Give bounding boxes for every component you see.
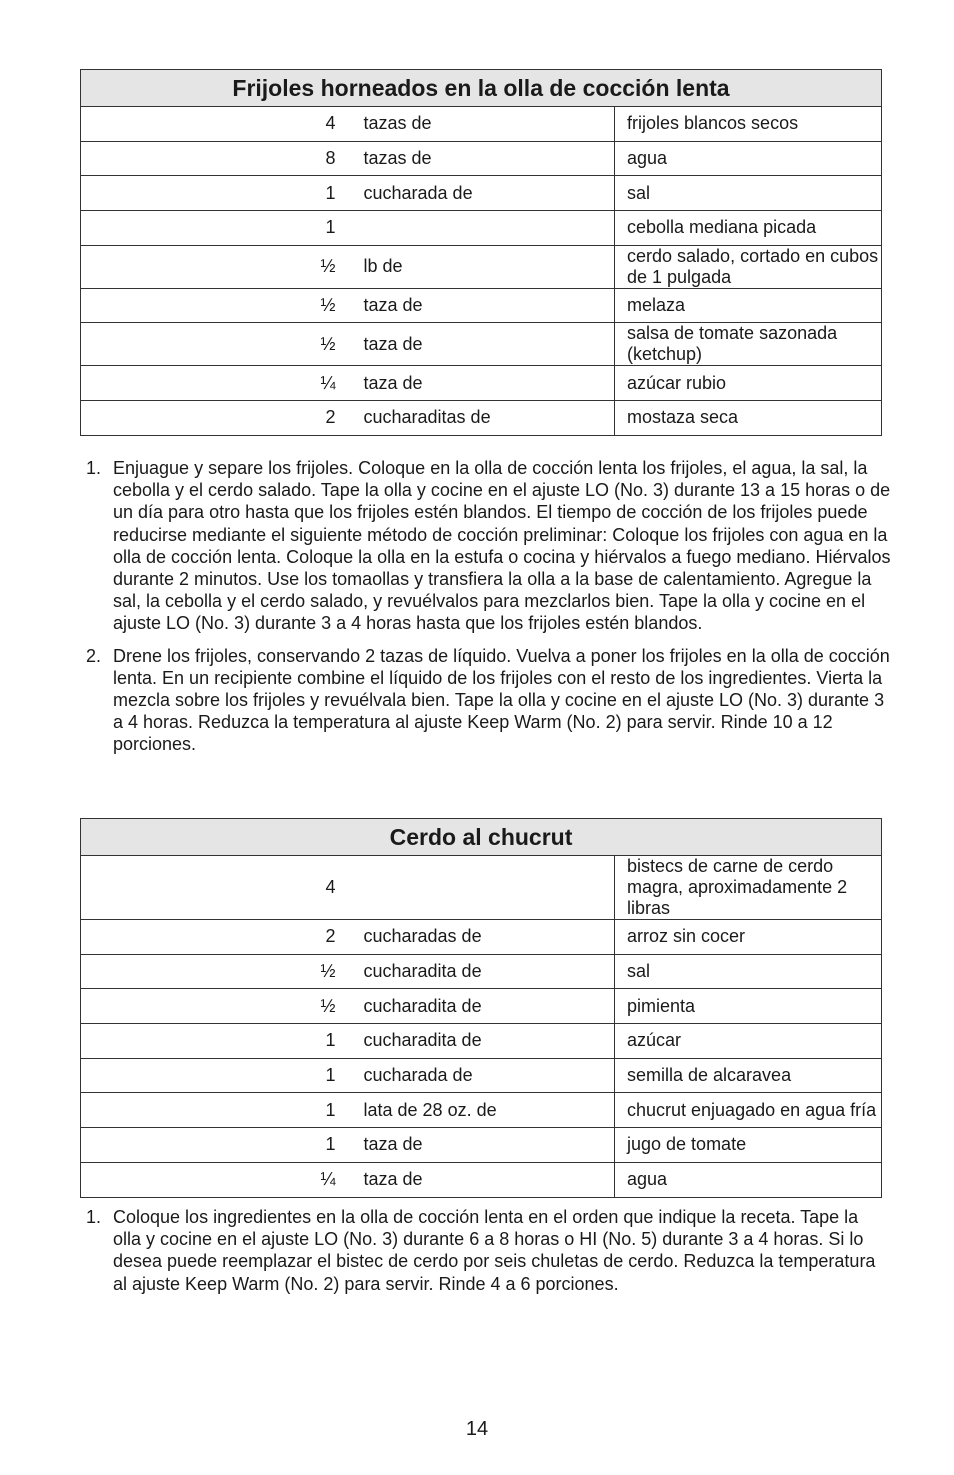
instruction-step	[83, 457, 891, 635]
ingredient-qty: 8	[81, 141, 348, 176]
table-row	[81, 989, 882, 1024]
ingredients-table-pork-sauerkraut	[80, 818, 882, 1198]
ingredient-name: azúcar rubio	[615, 366, 882, 401]
ingredient-unit: taza de	[348, 323, 615, 366]
ingredient-qty: 1	[81, 1128, 348, 1163]
table-row	[81, 1058, 882, 1093]
page-number: 14	[465, 1418, 489, 1440]
ingredient-unit: tazas de	[348, 107, 615, 142]
step-text: Drene los frijoles, conservando 2 tazas de líquido. Vuelva a poner los frijoles en la olla de cocción lenta. En un recipiente combine el líquido de los frijoles con el resto de los ingredientes. Vierta la mezcla sobre los frijoles y revuélvala bien. Tape la olla y cocine en el ajuste LO (No. 3) durante 3 a 4 horas. Reduzca la temperatura al ajuste Keep Warm (No. 2) para servir. Rinde 10 a 12 porciones.	[113, 645, 890, 755]
ingredient-qty: 1	[81, 211, 348, 246]
ingredient-qty: 1	[81, 1058, 348, 1093]
ingredient-qty: 4	[81, 856, 348, 920]
instruction-step	[83, 645, 891, 756]
ingredient-unit: taza de	[348, 288, 615, 323]
ingredient-name: chucrut enjuagado en agua fría	[615, 1093, 882, 1128]
ingredient-qty: ½	[81, 989, 348, 1024]
table-row	[81, 856, 882, 920]
ingredient-unit: taza de	[348, 1162, 615, 1197]
ingredient-name: melaza	[615, 288, 882, 323]
recipe-title: Cerdo al chucrut	[81, 819, 882, 856]
instructions-pork-sauerkraut	[83, 1206, 891, 1305]
step-number: 1.	[86, 1207, 102, 1227]
table-row	[81, 1024, 882, 1059]
ingredient-qty: 2	[81, 401, 348, 436]
table-row	[81, 176, 882, 211]
ingredient-name: frijoles blancos secos	[615, 107, 882, 142]
ingredient-unit: cucharadita de	[348, 1024, 615, 1059]
ingredient-unit: cucharada de	[348, 176, 615, 211]
ingredient-qty: ½	[81, 323, 348, 366]
ingredient-name: mostaza seca	[615, 401, 882, 436]
table-row	[81, 245, 882, 288]
table-row	[81, 1093, 882, 1128]
ingredient-name: bistecs de carne de cerdo magra, aproximadamente 2 libras	[615, 856, 882, 920]
step-number: 2.	[86, 645, 102, 666]
ingredient-unit	[348, 856, 615, 920]
ingredient-name: agua	[615, 141, 882, 176]
ingredient-name: sal	[615, 176, 882, 211]
step-number: 1.	[86, 458, 102, 478]
table-row	[81, 141, 882, 176]
instructions-baked-beans	[83, 457, 891, 766]
ingredient-unit	[348, 211, 615, 246]
ingredient-unit: cucharadita de	[348, 989, 615, 1024]
recipe-title: Frijoles horneados en la olla de cocción lenta	[81, 70, 882, 107]
ingredients-table-baked-beans	[80, 69, 882, 436]
ingredient-name: jugo de tomate	[615, 1128, 882, 1163]
ingredient-name: salsa de tomate sazonada (ketchup)	[615, 323, 882, 366]
step-text: Coloque los ingredientes en la olla de cocción lenta en el orden que indique la receta. Tape la olla y cocine en el ajuste LO (No. 3) durante 6 a 8 horas o HI (No. 5) durante 3 a 4 horas. Si lo desea puede reemplazar el bistec de cerdo por seis chuletas de cerdo. Reduzca la temperatura al ajuste Keep Warm (No. 2) para servir. Rinde 4 a 6 porciones.	[113, 1207, 876, 1294]
ingredient-unit: taza de	[348, 1128, 615, 1163]
table-row	[81, 366, 882, 401]
instruction-step	[83, 1206, 891, 1295]
ingredient-name: arroz sin cocer	[615, 920, 882, 955]
ingredient-unit: taza de	[348, 366, 615, 401]
table-row	[81, 211, 882, 246]
ingredient-unit: cucharaditas de	[348, 401, 615, 436]
ingredient-qty: 4	[81, 107, 348, 142]
ingredient-qty: ¼	[81, 366, 348, 401]
ingredient-unit: tazas de	[348, 141, 615, 176]
ingredient-name: semilla de alcaravea	[615, 1058, 882, 1093]
ingredient-qty: ¼	[81, 1162, 348, 1197]
table-row	[81, 107, 882, 142]
ingredient-name: cebolla mediana picada	[615, 211, 882, 246]
ingredient-unit: lb de	[348, 245, 615, 288]
ingredient-qty: 1	[81, 176, 348, 211]
ingredient-qty: 1	[81, 1093, 348, 1128]
ingredient-name: agua	[615, 1162, 882, 1197]
ingredient-name: pimienta	[615, 989, 882, 1024]
table-row	[81, 954, 882, 989]
ingredient-qty: 2	[81, 920, 348, 955]
table-row	[81, 920, 882, 955]
ingredient-name: sal	[615, 954, 882, 989]
ingredient-unit: lata de 28 oz. de	[348, 1093, 615, 1128]
ingredient-qty: ½	[81, 288, 348, 323]
table-row	[81, 323, 882, 366]
table-row	[81, 401, 882, 436]
ingredient-qty: ½	[81, 245, 348, 288]
table-row	[81, 288, 882, 323]
ingredient-unit: cucharada de	[348, 1058, 615, 1093]
ingredient-qty: ½	[81, 954, 348, 989]
table-row	[81, 1162, 882, 1197]
ingredient-qty: 1	[81, 1024, 348, 1059]
ingredient-unit: cucharadas de	[348, 920, 615, 955]
ingredient-name: azúcar	[615, 1024, 882, 1059]
step-text: Enjuague y separe los frijoles. Coloque en la olla de cocción lenta los frijoles, el agua, la sal, la cebolla y el cerdo salado. Tape la olla y cocine en el ajuste LO (No. 3) durante 13 a 15 horas o de un día para otro hasta que los frijoles estén blandos. El tiempo de cocción de los frijoles puede reducirse mediante el siguiente método de cocción preliminar: Coloque los frijoles con agua en la olla de cocción lenta. Coloque la olla en la estufa o cocina y hiérvalos a fuego mediano. Hiérvalos durante 2 minutos. Use los tomaollas y transfiera la olla a la base de calentamiento. Agregue la sal, la cebolla y el cerdo salado, y revuélvalos para mezclarlos bien. Tape la olla y cocine en el ajuste LO (No. 3) durante 3 a 4 horas hasta que los frijoles estén blandos.	[113, 458, 891, 634]
ingredient-unit: cucharadita de	[348, 954, 615, 989]
ingredient-name: cerdo salado, cortado en cubos de 1 pulgada	[615, 245, 882, 288]
table-row	[81, 1128, 882, 1163]
